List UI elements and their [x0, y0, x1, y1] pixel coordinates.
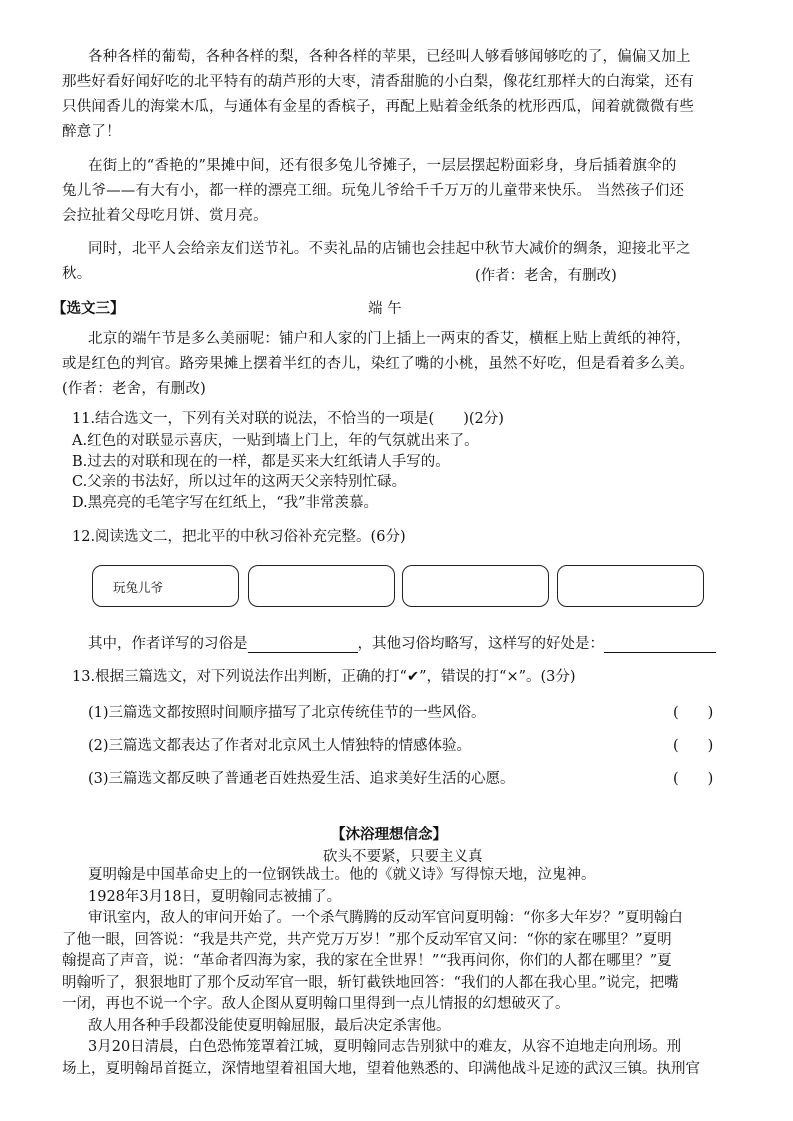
question-12-fill-line: [88, 632, 716, 653]
text-line: 那些好看好闻好吃的北平特有的葫芦形的大枣，清香甜脆的小白梨，像花红那样大的白海棠，还有: [62, 74, 695, 90]
question-11-option-c: C.父亲的书法好，所以过年的这两天父亲特别忙碌。: [72, 474, 407, 490]
story-line: 夏明翰是中国革命史上的一位钢铁战士。他的《就义诗》写得惊天地，泣鬼神。: [88, 867, 596, 883]
text-line: 只供闻香儿的海棠木瓜，与通体有金星的香槟子，再配上贴着金纸条的枕形西瓜，闻着就微微有些: [62, 99, 695, 115]
passage2-paragraph-2: [62, 154, 748, 229]
question-12-stem: 12.阅读选文二，把北平的中秋习俗补充完整。(6分): [72, 529, 406, 545]
question-13-item-3: (3)三篇选文都反映了普通老百姓热爱生活、追求美好生活的心愿。: [88, 771, 515, 787]
answer-box-2[interactable]: [248, 565, 395, 607]
section-heading: 【沐浴理想信念】: [331, 826, 447, 843]
text-line: 北京的端午节是多么美丽呢：铺户和人家的门上插上一两束的香艾，横框上贴上黄纸的神符，: [88, 331, 691, 347]
story-line: 明翰听了，狠狠地盯了那个反动军官一眼，斩钉截铁地回答：“我们的人都在我心里。”说完，把嘴: [62, 974, 679, 991]
story-line: 1928年3月18日，夏明翰同志被捕了。: [88, 888, 342, 905]
story-title: 砍头不要紧，只要主义真: [323, 849, 483, 865]
text-line: 各种各样的葡萄，各种各样的梨，各种各样的苹果，已经叫人够看够闻够吃的了，偏偏又加上: [88, 49, 691, 65]
question-12-prompt-b: ，其他习俗均略写，这样写的好处是：: [357, 636, 604, 652]
text-line: 醉意了！: [62, 124, 121, 140]
answer-paren-3[interactable]: ( ): [673, 771, 714, 787]
answer-box-1: [92, 565, 239, 607]
question-11-option-a: A.红色的对联显示喜庆，一贴到墙上门上，年的气氛就出来了。: [72, 433, 479, 449]
answer-box-4[interactable]: [557, 565, 704, 607]
question-13-stem: 13.根据三篇选文，对下列说法作出判断，正确的打“✔”，错误的打“×”。(3分): [72, 669, 576, 685]
question-11-option-b: B.过去的对联和现在的一样，都是买来大红纸请人手写的。: [72, 454, 450, 470]
story-line: 翰提高了声音，说：“革命者四海为家，我的家在全世界！”“我再问你，你们的人都在哪里？”夏: [62, 953, 672, 969]
story-line: 场上，夏明翰昂首挺立，深情地望着祖国大地，望着他熟悉的、印满他战斗足迹的武汉三镇。执刑官: [62, 1060, 700, 1077]
passage3-paragraph: [62, 327, 748, 402]
answer-paren-2[interactable]: ( ): [673, 738, 714, 754]
story-line: 了他一眼，回答说：“我是共产党，共产党万万岁！”那个反动军官又问：“你的家在哪里？”夏明: [62, 931, 672, 948]
passage2-paragraph-1: [62, 45, 748, 145]
passage3-label: 【选文三】: [52, 300, 125, 317]
answer-blank-1[interactable]: [248, 638, 358, 653]
question-11-option-d: D.黑亮亮的毛笔字写在红纸上，“我”非常羡慕。: [72, 495, 379, 511]
question-13-item-1: (1)三篇选文都按照时间顺序描写了北京传统佳节的一些风俗。: [88, 705, 486, 721]
text-line: (作者：老舍，有删改): [62, 381, 207, 397]
answer-paren-1[interactable]: ( ): [673, 705, 714, 721]
question-13-item-2: (2)三篇选文都表达了作者对北京风土人情独特的情感体验。: [88, 738, 472, 754]
story-body: [62, 865, 762, 1080]
passage3-title: 端 午: [368, 301, 402, 317]
question-12-prompt-a: 其中，作者详写的习俗是: [88, 636, 248, 652]
story-line: 一闭，再也不说一个字。敌人企图从夏明翰口里得到一点儿情报的幻想破灭了。: [62, 996, 570, 1012]
passage2-author: (作者：老舍，有删改): [475, 268, 617, 284]
answer-box-1-text: 玩兔儿爷: [113, 580, 164, 595]
answer-blank-2[interactable]: [604, 638, 716, 653]
story-line: 3月20日清晨，白色恐怖笼罩着江城，夏明翰同志告别狱中的难友，从容不迫地走向刑场。刑: [88, 1039, 682, 1055]
answer-box-3[interactable]: [402, 565, 549, 607]
text-line: 秋。: [62, 266, 92, 282]
text-line: 或是红色的判官。路旁果摊上摆着半红的杏儿，染红了嘴的小桃，虽然不好吃，但是看着多么美。: [62, 356, 695, 372]
story-line: 敌人用各种手段都没能使夏明翰屈服，最后决定杀害他。: [88, 1017, 451, 1034]
text-line: 在街上的“香艳的”果摊中间，还有很多兔儿爷摊子，一层层摆起粉面彩身，身后插着旗伞的: [88, 158, 677, 174]
story-line: 审讯室内，敌人的审问开始了。一个杀气腾腾的反动军官问夏明翰：“你多大年岁？”夏明翰白: [88, 910, 683, 926]
question-11-stem: 11.结合选文一，下列有关对联的说法，不恰当的一项是( )(2分): [72, 411, 504, 427]
passage2-paragraph-3: [62, 237, 748, 287]
text-line: 会拉扯着父母吃月饼、赏月亮。: [62, 208, 268, 224]
text-line: 同时，北平人会给亲友们送节礼。不卖礼品的店铺也会挂起中秋节大减价的绸条，迎接北平之: [88, 241, 691, 257]
text-line: 兔儿爷——有大有小，都一样的漂亮工细。玩兔儿爷给千千万万的儿童带来快乐。 当然孩子们还: [62, 183, 685, 199]
